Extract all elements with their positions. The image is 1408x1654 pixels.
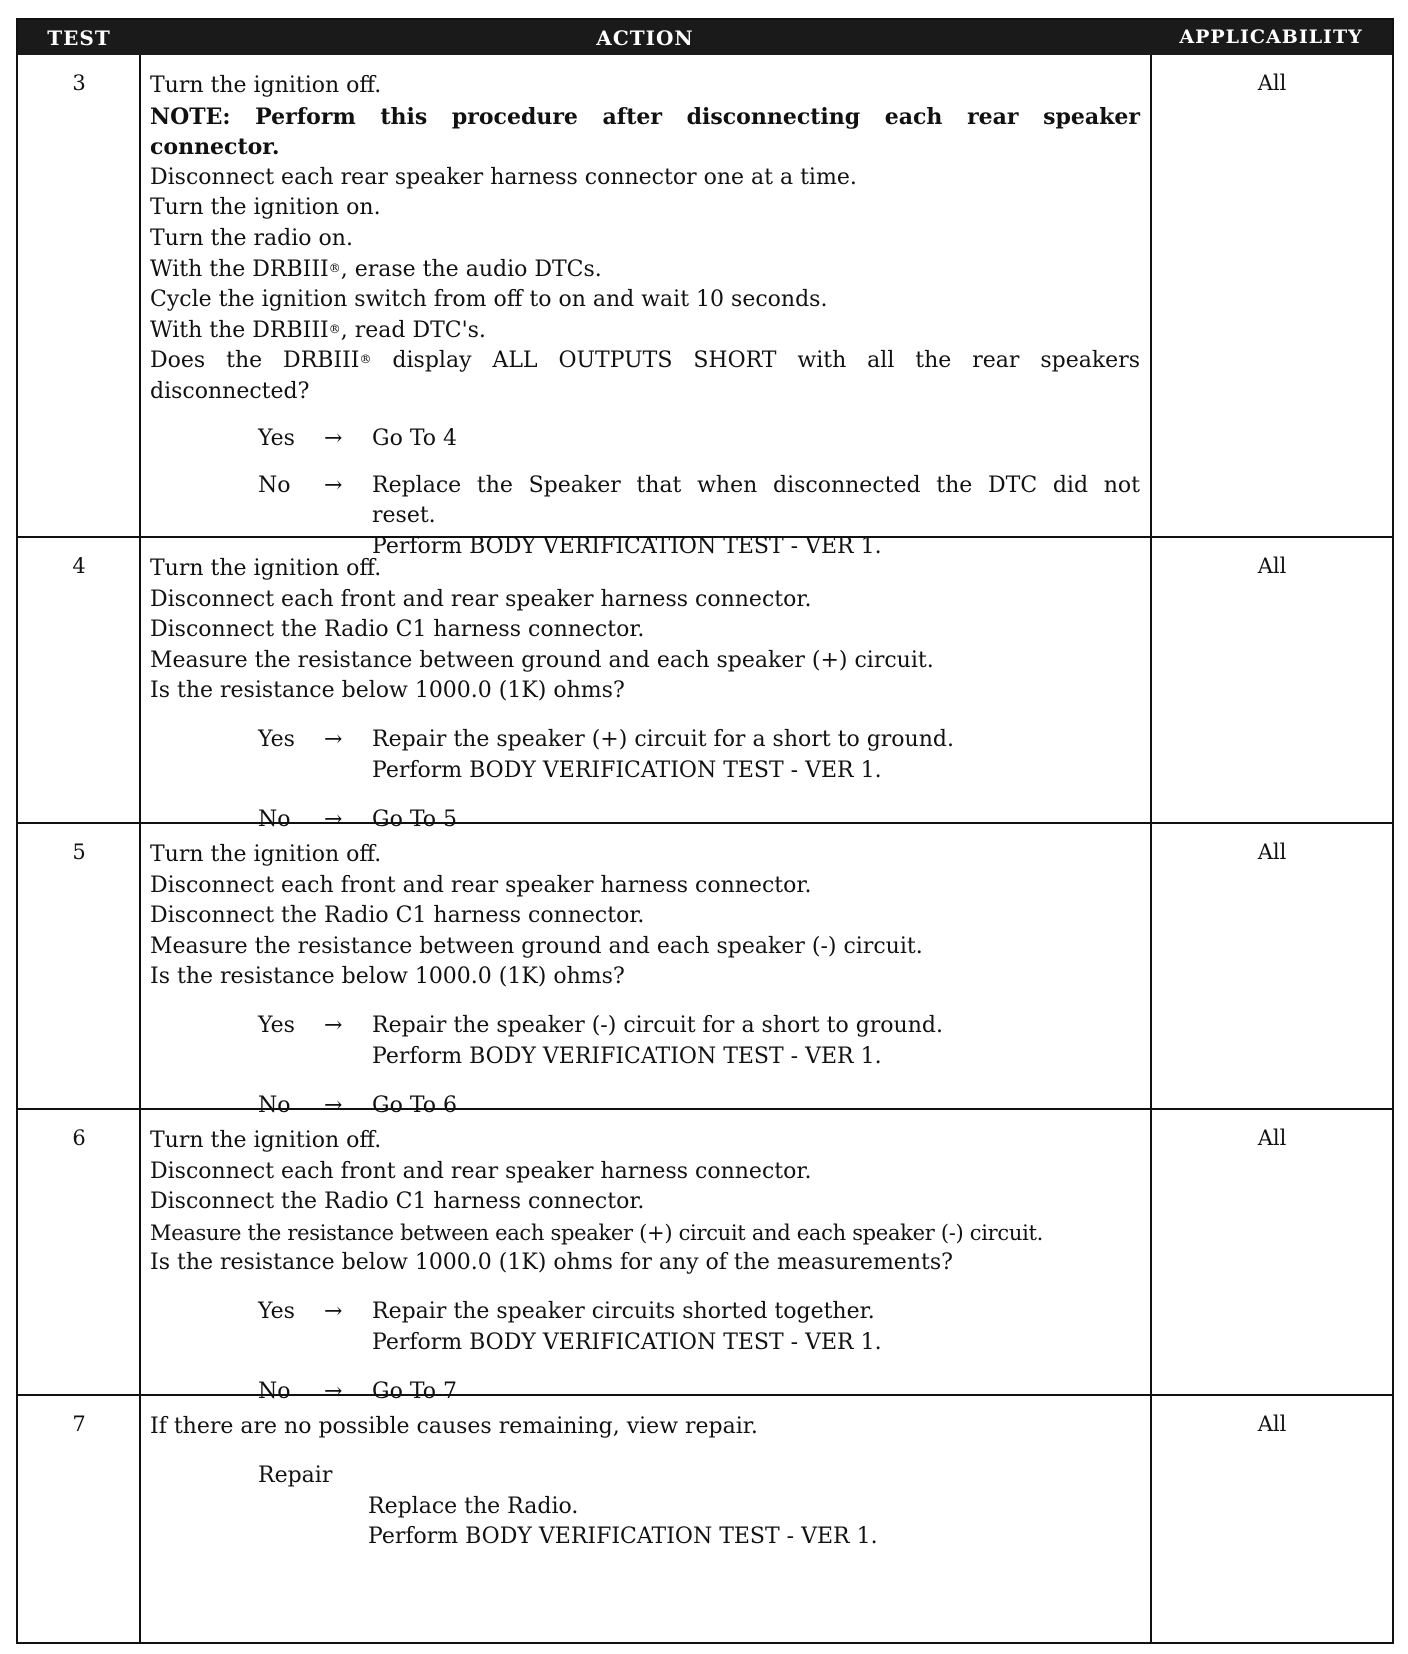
result-line: Repair the speaker (-) circuit for a short to ground. xyxy=(372,1012,943,1038)
test-number: 4 xyxy=(72,554,86,578)
action-line: Turn the ignition on. xyxy=(150,195,381,221)
arrow-icon: → xyxy=(324,726,343,752)
action-cell xyxy=(150,1412,1140,1554)
arrow-icon: → xyxy=(324,1298,343,1324)
note-line: connector. xyxy=(150,134,280,161)
table-row-test-6 xyxy=(18,1110,1392,1404)
diagnostic-test-table xyxy=(16,18,1394,1644)
table-row-test-7 xyxy=(18,1396,1392,1642)
applicability-value: All xyxy=(1257,71,1287,95)
yes-label: Yes xyxy=(258,425,295,451)
action-line: Turn the ignition off. xyxy=(150,73,382,98)
question-line: Does the DRBIII® display ALL OUTPUTS SHORT with all the rear speakers xyxy=(150,348,1140,374)
no-label: No xyxy=(258,806,291,832)
note-line: NOTE: Perform this procedure after disconnecting each rear speaker xyxy=(150,103,1140,130)
result-line: Perform BODY VERIFICATION TEST - VER 1. xyxy=(368,1524,878,1550)
action-line: Cycle the ignition switch from off to on and wait 10 seconds. xyxy=(150,287,828,313)
test-number: 6 xyxy=(72,1126,86,1150)
arrow-icon: → xyxy=(324,806,343,832)
action-line: Disconnect each front and rear speaker harness connector. xyxy=(150,586,812,612)
result-line: Repair the speaker (+) circuit for a short to ground. xyxy=(372,726,954,752)
result-line: Perform BODY VERIFICATION TEST - VER 1. xyxy=(372,1329,882,1355)
result-line: reset. xyxy=(372,503,436,529)
result-line: Repair the speaker circuits shorted together. xyxy=(372,1298,875,1324)
no-label: No xyxy=(258,1092,291,1118)
action-line: Turn the radio on. xyxy=(150,225,353,251)
table-header xyxy=(18,20,1392,55)
action-cell xyxy=(150,71,1140,563)
action-cell xyxy=(150,1126,1140,1408)
result-line: Go To 6 xyxy=(372,1092,458,1118)
yes-label: Yes xyxy=(258,726,295,752)
action-line: With the DRBIII®, erase the audio DTCs. xyxy=(150,256,602,282)
question-line: Is the resistance below 1000.0 (1K) ohms? xyxy=(150,678,625,704)
arrow-icon: → xyxy=(324,425,343,451)
result-line: Replace the Speaker that when disconnected the DTC did not xyxy=(372,472,1140,498)
question-line: disconnected? xyxy=(150,378,310,404)
question-line: Is the resistance below 1000.0 (1K) ohms? xyxy=(150,964,625,990)
repair-result xyxy=(150,1492,1140,1554)
action-line: Measure the resistance between ground and each speaker (+) circuit. xyxy=(150,647,934,673)
table-row-test-5 xyxy=(18,824,1392,1118)
repair-label: Repair xyxy=(258,1462,333,1488)
arrow-icon: → xyxy=(324,1012,343,1038)
action-line: Disconnect each front and rear speaker harness connector. xyxy=(150,872,812,898)
action-line: Measure the resistance between each speaker (+) circuit and each speaker (-) circuit. xyxy=(150,1220,1044,1245)
result-line: Perform BODY VERIFICATION TEST - VER 1. xyxy=(372,1043,882,1069)
action-line: Turn the ignition off. xyxy=(150,1128,382,1153)
action-line: Disconnect each rear speaker harness connector one at a time. xyxy=(150,164,857,190)
header-applicability: APPLICABILITY xyxy=(1179,26,1363,48)
action-cell xyxy=(150,840,1140,1122)
repair-heading xyxy=(150,1461,1140,1492)
test-number: 5 xyxy=(72,840,86,864)
test-number: 3 xyxy=(72,71,86,95)
result-line: Perform BODY VERIFICATION TEST - VER 1. xyxy=(372,757,882,783)
result-line: Perform BODY VERIFICATION TEST - VER 1. xyxy=(372,533,882,559)
action-line: If there are no possible causes remaining, view repair. xyxy=(150,1414,758,1439)
yes-label: Yes xyxy=(258,1298,295,1324)
table-row-test-4 xyxy=(18,538,1392,832)
arrow-icon: → xyxy=(324,472,343,498)
no-label: No xyxy=(258,1378,291,1404)
result-line: Replace the Radio. xyxy=(368,1493,579,1519)
applicability-value: All xyxy=(1257,1126,1287,1150)
applicability-value: All xyxy=(1257,840,1287,864)
action-line: Disconnect each front and rear speaker harness connector. xyxy=(150,1158,812,1184)
arrow-icon: → xyxy=(324,1378,343,1404)
question-line: Is the resistance below 1000.0 (1K) ohms for any of the measurements? xyxy=(150,1250,953,1276)
action-line: Turn the ignition off. xyxy=(150,842,382,867)
yes-result xyxy=(150,1011,1140,1073)
test-number: 7 xyxy=(72,1412,86,1436)
header-test: TEST xyxy=(47,26,111,50)
yes-result xyxy=(150,424,1140,455)
result-line: Go To 5 xyxy=(372,806,458,832)
yes-result xyxy=(150,1297,1140,1359)
action-cell xyxy=(150,554,1140,836)
action-line: Disconnect the Radio C1 harness connector. xyxy=(150,1189,645,1215)
applicability-value: All xyxy=(1257,1412,1287,1436)
no-label: No xyxy=(258,472,291,498)
action-line: Measure the resistance between ground and each speaker (-) circuit. xyxy=(150,933,923,959)
action-line: Disconnect the Radio C1 harness connector. xyxy=(150,617,645,643)
action-line: With the DRBIII®, read DTC's. xyxy=(150,317,486,343)
action-line: Disconnect the Radio C1 harness connector. xyxy=(150,903,645,929)
table-row-test-3 xyxy=(18,55,1392,559)
result-line: Go To 4 xyxy=(372,425,458,451)
yes-result xyxy=(150,725,1140,787)
applicability-value: All xyxy=(1257,554,1287,578)
action-line: Turn the ignition off. xyxy=(150,556,382,581)
arrow-icon: → xyxy=(324,1092,343,1118)
result-line: Go To 7 xyxy=(372,1378,458,1404)
yes-label: Yes xyxy=(258,1012,295,1038)
header-action: ACTION xyxy=(596,26,694,50)
